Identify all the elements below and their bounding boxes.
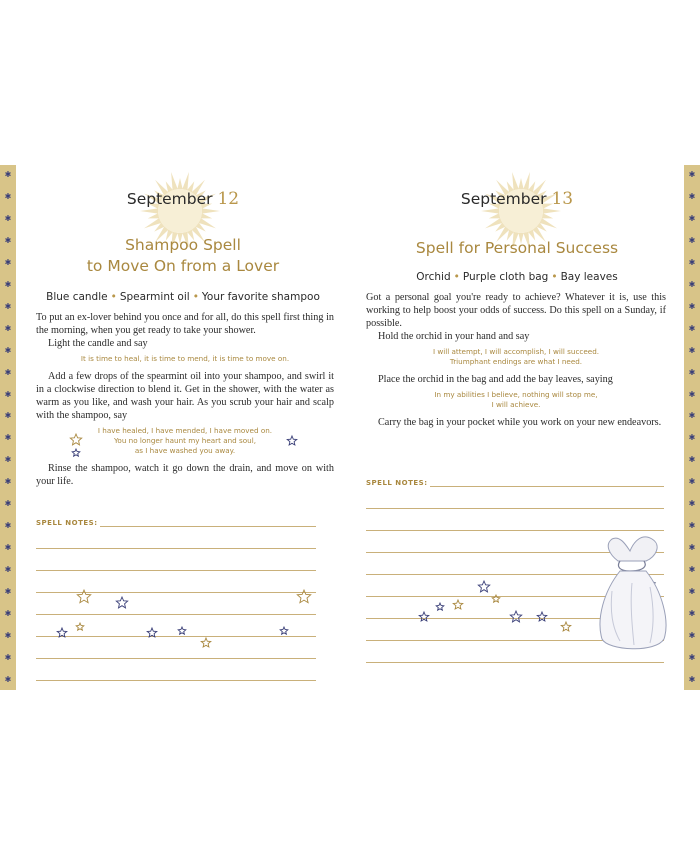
- incantation-line: It is time to heal, it is time to mend, it is time to move on.: [80, 354, 290, 363]
- incantation: [366, 347, 666, 367]
- spell-title: [16, 235, 350, 277]
- edge-star-icon: ✱: [4, 367, 12, 377]
- note-line: [430, 486, 664, 487]
- edge-star-icon: ✱: [4, 565, 12, 575]
- left-page: [16, 165, 350, 690]
- edge-star-icon: ✱: [4, 587, 12, 597]
- sun-ray: [171, 172, 178, 190]
- incantation: [366, 390, 666, 410]
- incantation: [36, 354, 334, 364]
- edge-star-icon: ✱: [4, 631, 12, 641]
- edge-star-icon: ✱: [688, 543, 696, 553]
- edge-star-icon: ✱: [4, 499, 12, 509]
- edge-star-icon: ✱: [4, 652, 12, 662]
- edge-star-icon: ✱: [4, 433, 12, 443]
- ingredient-item: Your favorite shampoo: [201, 291, 320, 303]
- left-page-edge: [0, 165, 16, 690]
- edge-star-icon: ✱: [4, 279, 12, 289]
- incantation-line: You no longer haunt my heart and soul,: [113, 436, 257, 445]
- sun-ray: [202, 208, 220, 213]
- sun-ray: [481, 208, 499, 213]
- incantation-line: I have healed, I have mended, I have moved on.: [97, 426, 273, 435]
- edge-star-icon: ✱: [4, 323, 12, 333]
- bullet-separator: •: [192, 291, 199, 303]
- note-line: [36, 571, 316, 593]
- edge-star-icon: ✱: [688, 455, 696, 465]
- spell-notes-label: SPELL NOTES:: [366, 479, 428, 487]
- edge-star-icon: ✱: [688, 235, 696, 245]
- ingredients-list: [350, 271, 684, 283]
- cloth-bag-icon: [590, 531, 674, 655]
- edge-star-icon: ✱: [688, 499, 696, 509]
- spell-notes-header: [366, 475, 664, 487]
- incantation-line: I will attempt, I will accomplish, I will succeed.: [432, 347, 600, 356]
- edge-star-icon: ✱: [688, 587, 696, 597]
- incantation-line: Triumphant endings are what I need.: [449, 357, 583, 366]
- spell-body: [366, 291, 666, 429]
- note-line: [36, 549, 316, 571]
- ingredient-item: Blue candle: [46, 291, 108, 303]
- edge-star-icon: ✱: [688, 521, 696, 531]
- edge-star-icon: ✱: [4, 521, 12, 531]
- edge-star-icon: ✱: [688, 477, 696, 487]
- paragraph: Hold the orchid in your hand and say: [378, 331, 530, 342]
- note-line: [366, 487, 664, 509]
- edge-star-icon: ✱: [688, 674, 696, 684]
- paragraph: Light the candle and say: [48, 338, 148, 349]
- paragraph: Got a personal goal you're ready to achieve? Whatever it is, use this working to help boost your odds of success. Do this spell on a Sunday, if possible.: [366, 292, 666, 329]
- sun-ray: [182, 172, 189, 190]
- edge-star-icon: ✱: [688, 257, 696, 267]
- sun-ray: [140, 208, 158, 213]
- ingredient-item: Purple cloth bag: [462, 271, 549, 283]
- date-heading: [16, 189, 350, 209]
- paragraph: To put an ex-lover behind you once and for all, do this spell first thing in the morning, when you get ready to take your shower.: [36, 312, 334, 336]
- spell-notes-label: SPELL NOTES:: [36, 519, 98, 527]
- sun-ray: [489, 213, 500, 218]
- edge-star-icon: ✱: [688, 301, 696, 311]
- spell-notes-header: [36, 515, 316, 527]
- spell-title-line1: Shampoo Spell: [125, 236, 241, 254]
- edge-star-icon: ✱: [688, 170, 696, 179]
- bullet-separator: •: [110, 291, 117, 303]
- date-day: 12: [217, 189, 240, 209]
- edge-star-icon: ✱: [688, 345, 696, 355]
- edge-star-icon: ✱: [4, 213, 12, 223]
- sun-ray: [148, 213, 159, 218]
- edge-star-icon: ✱: [4, 170, 12, 179]
- note-line: [366, 509, 664, 531]
- note-line: [36, 527, 316, 549]
- date-month: September: [126, 190, 213, 208]
- edge-star-icon: ✱: [688, 367, 696, 377]
- date-day: 13: [551, 189, 574, 209]
- edge-star-icon: ✱: [688, 323, 696, 333]
- edge-star-icon: ✱: [4, 411, 12, 421]
- ingredients-list: [16, 291, 350, 303]
- right-page: [350, 165, 684, 690]
- ingredient-item: Bay leaves: [560, 271, 618, 283]
- note-line: [36, 593, 316, 615]
- edge-star-icon: ✱: [688, 411, 696, 421]
- sun-ray: [543, 208, 561, 213]
- edge-star-icon: ✱: [4, 257, 12, 267]
- note-line: [100, 526, 316, 527]
- sun-ray: [523, 172, 530, 190]
- spell-title-line2: to Move On from a Lover: [86, 257, 280, 275]
- spell-notes: [36, 515, 316, 681]
- sun-ray: [177, 178, 182, 189]
- edge-star-icon: ✱: [688, 631, 696, 641]
- sun-ray: [518, 178, 523, 189]
- edge-star-icon: ✱: [688, 191, 696, 201]
- incantation-line: as I have washed you away.: [134, 446, 236, 455]
- paragraph: Carry the bag in your pocket while you work on your new endeavors.: [378, 417, 662, 428]
- edge-star-icon: ✱: [4, 301, 12, 311]
- edge-star-icon: ✱: [4, 543, 12, 553]
- edge-star-icon: ✱: [4, 477, 12, 487]
- spell-body: [36, 311, 334, 488]
- ingredient-item: Spearmint oil: [119, 291, 190, 303]
- incantation: [36, 426, 334, 456]
- right-page-edge: [684, 165, 700, 690]
- edge-star-icon: ✱: [688, 433, 696, 443]
- bullet-separator: •: [453, 271, 460, 283]
- note-line: [36, 637, 316, 659]
- sun-ray: [512, 172, 519, 190]
- ingredient-item: Orchid: [416, 271, 451, 283]
- paragraph: Add a few drops of the spearmint oil into your shampoo, and swirl it in a clockwise direction to blend it. Get in the shower, with the water as warm as you like, and wash your hair. As you scrub your hair and scalp with the shampoo, say: [36, 371, 334, 421]
- edge-star-icon: ✱: [688, 213, 696, 223]
- bullet-separator: •: [551, 271, 558, 283]
- note-line: [36, 659, 316, 681]
- edge-star-icon: ✱: [688, 279, 696, 289]
- incantation-line: I will achieve.: [491, 400, 541, 409]
- sun-ray: [542, 213, 553, 218]
- sun-ray: [201, 213, 212, 218]
- edge-star-icon: ✱: [4, 389, 12, 399]
- edge-star-icon: ✱: [688, 652, 696, 662]
- paragraph: Rinse the shampoo, watch it go down the drain, and move on with your life.: [36, 463, 334, 487]
- edge-star-icon: ✱: [688, 389, 696, 399]
- incantation-line: In my abilities I believe, nothing will stop me,: [434, 390, 598, 399]
- paragraph: Place the orchid in the bag and add the bay leaves, saying: [378, 374, 613, 385]
- edge-star-icon: ✱: [688, 609, 696, 619]
- edge-star-icon: ✱: [4, 674, 12, 684]
- edge-star-icon: ✱: [4, 609, 12, 619]
- date-heading: [350, 189, 684, 209]
- note-line: [36, 615, 316, 637]
- book-spread: [0, 165, 700, 690]
- edge-star-icon: ✱: [4, 191, 12, 201]
- date-month: September: [460, 190, 547, 208]
- edge-star-icon: ✱: [4, 455, 12, 465]
- edge-star-icon: ✱: [4, 345, 12, 355]
- edge-star-icon: ✱: [688, 565, 696, 575]
- edge-star-icon: ✱: [4, 235, 12, 245]
- spell-title: Spell for Personal Success: [415, 239, 619, 257]
